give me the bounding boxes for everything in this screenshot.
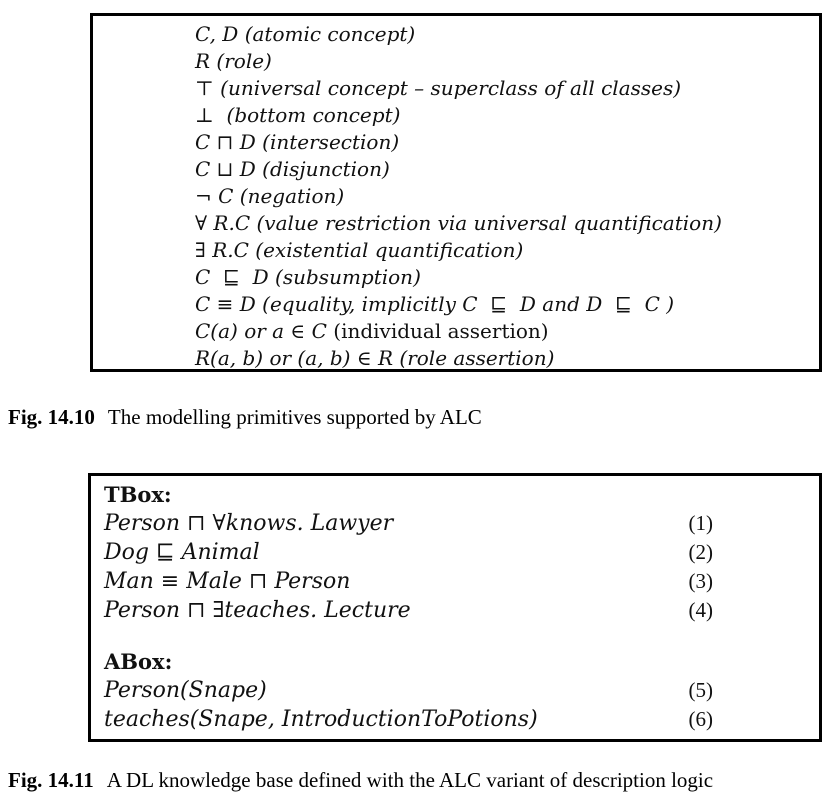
fig-14-10-caption — [8, 404, 828, 430]
alc-primitives-box — [90, 13, 822, 372]
primitive-line — [195, 129, 813, 156]
primitive-line — [195, 210, 813, 237]
primitive-formula: C ⊔ D (disjunction) — [195, 157, 390, 181]
equation-number: (6) — [688, 707, 713, 731]
equation-number: (3) — [688, 569, 713, 593]
primitive-line — [195, 75, 813, 102]
primitive-formula: C ⊓ D (intersection) — [195, 130, 400, 154]
primitive-formula: ∀ R.C (value restriction via universal quantification) — [195, 211, 722, 235]
primitive-formula: ∃ R.C (existential quantification) — [195, 238, 524, 262]
dl-knowledge-base-box — [88, 473, 822, 742]
primitive-gloss-roman: (individual assertion) — [333, 319, 549, 343]
tbox-row — [104, 596, 819, 625]
abox-formula: Person(Snape) — [104, 678, 267, 703]
abox-formula: teaches(Snape, IntroductionToPotions) — [104, 707, 538, 732]
fig-14-11-caption — [8, 767, 828, 793]
primitive-line — [195, 345, 813, 372]
tbox-row — [104, 509, 819, 538]
equation-number: (4) — [688, 598, 713, 622]
tbox-row — [104, 567, 819, 596]
primitive-formula: ⊤ (universal concept – superclass of all classes) — [195, 76, 682, 100]
primitive-line — [195, 318, 813, 345]
fig-14-11-caption-text: A DL knowledge base defined with the ALC variant of description logic — [106, 768, 714, 792]
primitive-formula: C ⊑ D (subsumption) — [195, 265, 421, 289]
primitive-formula: ⊥ (bottom concept) — [195, 103, 401, 127]
primitive-line — [195, 264, 813, 291]
abox-row — [104, 705, 819, 734]
primitive-line — [195, 237, 813, 264]
primitive-line — [195, 21, 813, 48]
tbox-row — [104, 538, 819, 567]
primitive-formula: C, D (atomic concept) — [195, 22, 416, 46]
primitive-formula: ¬ C (negation) — [195, 184, 345, 208]
tbox-formula: Person ⊓ ∃teaches. Lecture — [104, 598, 411, 623]
tbox-formula: Dog ⊑ Animal — [104, 540, 260, 565]
primitive-formula: R (role) — [195, 49, 272, 73]
fig-14-10-caption-text: The modelling primitives supported by ALC — [107, 405, 482, 429]
tbox-section-label: TBox: — [104, 482, 172, 507]
abox-row — [104, 676, 819, 705]
abox-section-label: ABox: — [104, 649, 173, 674]
primitive-formula: C ≡ D (equality, implicitly C ⊑ D and D ⊑ C ) — [195, 292, 675, 316]
tbox-formula: Person ⊓ ∀knows. Lawyer — [104, 511, 394, 536]
primitive-line — [195, 156, 813, 183]
fig-14-11-caption-label: Fig. 14.11 — [8, 768, 94, 792]
section-spacer — [104, 625, 819, 647]
tbox-formula: Man ≡ Male ⊓ Person — [104, 569, 351, 594]
primitive-line — [195, 48, 813, 75]
equation-number: (2) — [688, 540, 713, 564]
fig-14-10-caption-label: Fig. 14.10 — [8, 405, 95, 429]
primitive-line — [195, 183, 813, 210]
primitive-formula: R(a, b) or (a, b) ∈ R (role assertion) — [195, 346, 555, 370]
primitive-line — [195, 291, 813, 318]
equation-number: (5) — [688, 678, 713, 702]
primitive-line — [195, 102, 813, 129]
equation-number: (1) — [688, 511, 713, 535]
primitive-formula: C(a) or a ∈ C — [195, 319, 334, 343]
